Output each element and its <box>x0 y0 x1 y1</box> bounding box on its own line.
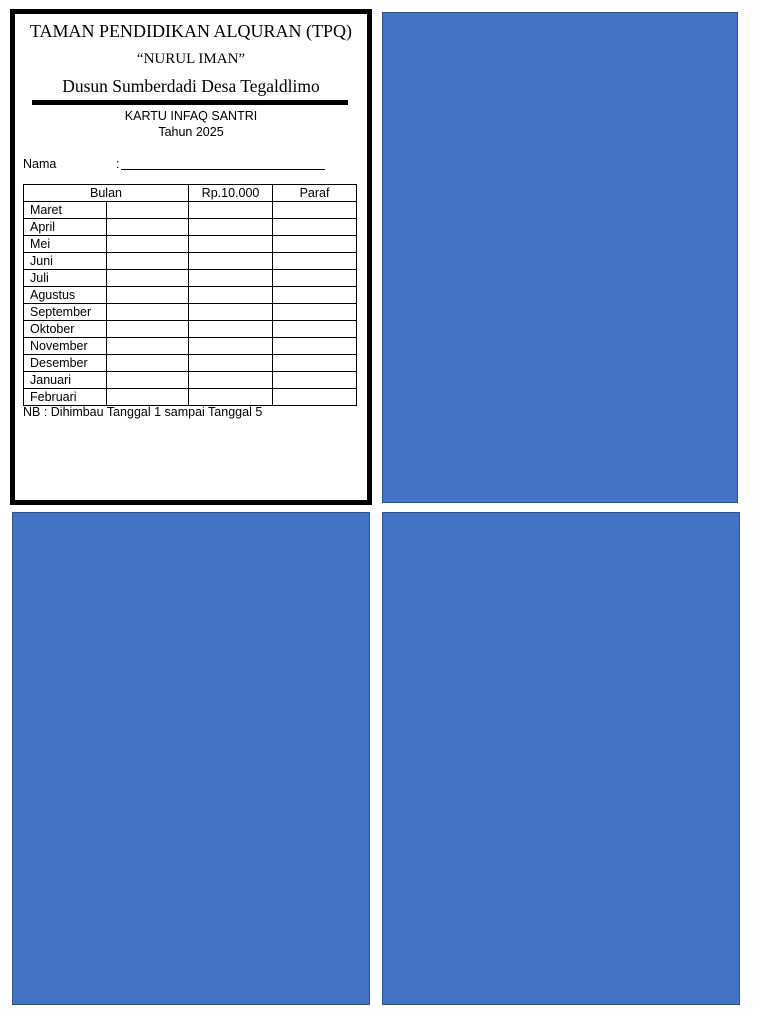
table-row <box>24 355 357 372</box>
amount-cell <box>189 304 273 321</box>
amount-cell <box>189 287 273 304</box>
signature-cell <box>273 219 357 236</box>
amount-cell <box>189 372 273 389</box>
signature-cell <box>273 321 357 338</box>
header-divider <box>32 100 348 105</box>
payment-table <box>23 184 357 406</box>
table-row <box>24 253 357 270</box>
table-row <box>24 372 357 389</box>
month-cell: November <box>24 338 107 355</box>
blank-cell <box>107 287 189 304</box>
signature-cell <box>273 202 357 219</box>
month-cell: Juni <box>24 253 107 270</box>
blank-cell <box>107 304 189 321</box>
month-cell: Agustus <box>24 287 107 304</box>
payment-note: NB : Dihimbau Tanggal 1 sampai Tanggal 5 <box>23 405 263 419</box>
month-cell: Oktober <box>24 321 107 338</box>
school-name: “NURUL IMAN” <box>136 51 246 67</box>
name-label: Nama <box>23 157 57 171</box>
signature-cell <box>273 270 357 287</box>
signature-cell <box>273 338 357 355</box>
table-header-row <box>24 185 357 202</box>
blue-panel-top-right <box>382 12 738 503</box>
card-year: Tahun 2025 <box>158 125 224 139</box>
signature-cell <box>273 236 357 253</box>
card-label: KARTU INFAQ SANTRI <box>124 109 258 123</box>
blue-panel-bottom-right <box>382 512 740 1005</box>
table-row <box>24 270 357 287</box>
blank-cell <box>107 270 189 287</box>
blank-cell <box>107 338 189 355</box>
amount-cell <box>189 202 273 219</box>
signature-cell <box>273 389 357 406</box>
blue-panel-bottom-left <box>12 512 370 1005</box>
signature-cell <box>273 287 357 304</box>
amount-cell <box>189 338 273 355</box>
table-row <box>24 287 357 304</box>
amount-cell <box>189 355 273 372</box>
name-fill-line <box>121 169 325 170</box>
school-address: Dusun Sumberdadi Desa Tegaldlimo <box>62 76 320 96</box>
month-cell: Maret <box>24 202 107 219</box>
blank-cell <box>107 389 189 406</box>
amount-cell <box>189 270 273 287</box>
amount-cell <box>189 236 273 253</box>
header-signature: Paraf <box>273 185 357 202</box>
month-cell: Januari <box>24 372 107 389</box>
month-cell: September <box>24 304 107 321</box>
blank-cell <box>107 372 189 389</box>
amount-cell <box>189 321 273 338</box>
blank-cell <box>107 321 189 338</box>
signature-cell <box>273 304 357 321</box>
table-row <box>24 338 357 355</box>
month-cell: Desember <box>24 355 107 372</box>
blank-cell <box>107 253 189 270</box>
blank-cell <box>107 202 189 219</box>
table-row <box>24 202 357 219</box>
school-title: TAMAN PENDIDIKAN ALQURAN (TPQ) <box>29 21 353 41</box>
header-month: Bulan <box>24 185 189 202</box>
signature-cell <box>273 355 357 372</box>
table-row <box>24 236 357 253</box>
infaq-card <box>10 9 372 505</box>
table-row <box>24 321 357 338</box>
blank-cell <box>107 219 189 236</box>
month-cell: April <box>24 219 107 236</box>
blank-cell <box>107 236 189 253</box>
table-row <box>24 389 357 406</box>
month-cell: Februari <box>24 389 107 406</box>
amount-cell <box>189 389 273 406</box>
header-amount: Rp.10.000 <box>189 185 273 202</box>
table-row <box>24 304 357 321</box>
name-colon: : <box>116 157 120 171</box>
month-cell: Mei <box>24 236 107 253</box>
blank-cell <box>107 355 189 372</box>
month-cell: Juli <box>24 270 107 287</box>
signature-cell <box>273 372 357 389</box>
amount-cell <box>189 219 273 236</box>
signature-cell <box>273 253 357 270</box>
table-row <box>24 219 357 236</box>
amount-cell <box>189 253 273 270</box>
